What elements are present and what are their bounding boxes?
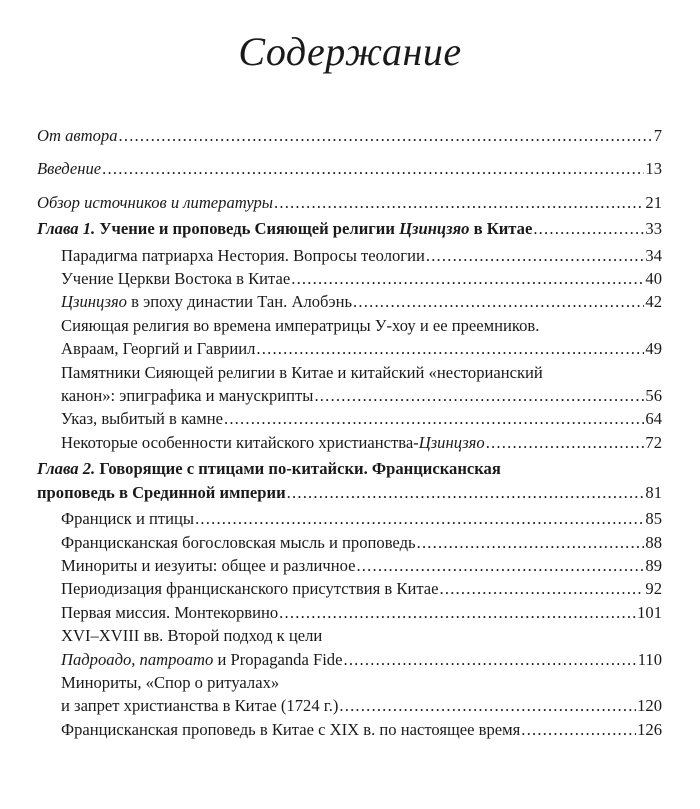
toc-entry-title: Цзинцзяо в эпоху династии Тан. Алобэнь [61, 292, 353, 312]
toc-page-number: 56 [645, 386, 662, 406]
dot-leader [343, 648, 636, 671]
dot-leader [195, 507, 644, 530]
dot-leader [353, 290, 644, 313]
dot-leader [339, 694, 636, 717]
toc-entry-title: Учение Церкви Востока в Китае [61, 269, 291, 289]
dot-leader [256, 337, 644, 360]
toc-entry-title: Францисканская богословская мысль и проповедь [61, 532, 416, 552]
dot-leader [417, 531, 645, 554]
toc-entry[interactable] [37, 507, 662, 530]
toc-page-number: 120 [637, 696, 662, 716]
dot-leader [291, 267, 644, 290]
toc-entry-title-line: Сияющая религия во времена императрицы У-хоу и ее преемников. [61, 315, 540, 335]
toc-page-number: 81 [645, 482, 662, 502]
toc-entry-title-line: Говорящие с птицами по-китайски. Францисканская [99, 459, 501, 479]
toc-entry[interactable] [37, 361, 662, 408]
dot-leader [102, 157, 644, 180]
toc-chapter-entry[interactable] [37, 457, 662, 504]
toc-entry[interactable] [37, 671, 662, 718]
toc-page-number: 64 [645, 409, 662, 429]
toc-entry-title: Падроадо, патроато и Propaganda Fide [61, 649, 343, 669]
dot-leader [287, 481, 645, 504]
toc-chapter-entry[interactable] [37, 217, 662, 240]
toc-entry[interactable] [37, 531, 662, 554]
toc-entry[interactable] [37, 191, 662, 214]
toc-entry-title: Введение [37, 159, 102, 179]
toc-entry[interactable] [37, 314, 662, 361]
toc-entry[interactable] [37, 577, 662, 600]
dot-leader [279, 601, 636, 624]
toc-entry-title: Первая миссия. Монтекорвино [61, 602, 279, 622]
toc-page-number: 21 [645, 192, 662, 212]
toc-entry-title: Францисканская проповедь в Китае с XIX в. по настоящее время [61, 719, 521, 739]
toc-entry[interactable] [37, 554, 662, 577]
dot-leader [356, 554, 644, 577]
toc-page-number: 126 [637, 719, 662, 739]
toc-page-number: 72 [645, 432, 662, 452]
toc-entry[interactable] [37, 267, 662, 290]
toc-entry-title: Обзор источников и литературы [37, 192, 274, 212]
dot-leader [521, 718, 636, 741]
dot-leader [274, 191, 644, 214]
toc-entry-title: канон»: эпиграфика и манускрипты [61, 386, 314, 406]
toc-entry[interactable] [37, 624, 662, 671]
dot-leader [314, 384, 644, 407]
toc-entry-title-line: Минориты, «Спор о ритуалах» [61, 672, 280, 692]
dot-leader [224, 407, 644, 430]
toc-page-number: 7 [653, 126, 662, 145]
toc-page-number: 89 [645, 555, 662, 575]
toc-entry-title: Авраам, Георгий и Гавриил [61, 339, 256, 359]
toc-page-number: 88 [645, 532, 662, 552]
table-of-contents [37, 124, 662, 741]
toc-entry[interactable] [37, 157, 662, 180]
toc-entry-title: От автора [37, 126, 118, 145]
toc-page-number: 13 [645, 159, 662, 179]
toc-entry[interactable] [37, 431, 662, 454]
toc-entry-title-line: XVI–XVIII вв. Второй подход к цели [61, 626, 323, 646]
toc-entry[interactable] [37, 290, 662, 313]
dot-leader [440, 577, 645, 600]
toc-page-number: 40 [645, 269, 662, 289]
toc-page-number: 49 [645, 339, 662, 359]
toc-entry-title: и запрет христианства в Китае (1724 г.) [61, 696, 339, 716]
dot-leader [119, 124, 653, 147]
toc-page-number: 33 [645, 219, 662, 239]
toc-entry-title-line: Памятники Сияющей религии в Китае и китайский «несторианский [61, 362, 543, 382]
page-title: Содержание [238, 29, 462, 74]
toc-entry-title: Парадигма патриарха Нестория. Вопросы теологии [61, 245, 425, 265]
toc-entry-title: Франциск и птицы [61, 509, 195, 529]
toc-page-number: 110 [637, 649, 662, 669]
toc-page-number: 101 [637, 602, 662, 622]
toc-entry-title: Учение и проповедь Сияющей религии Цзинцзяо в Китае [99, 219, 533, 239]
toc-entry[interactable] [37, 407, 662, 430]
dot-leader [486, 431, 645, 454]
chapter-number: Глава 1. [37, 219, 96, 239]
dot-leader [533, 217, 644, 240]
toc-page-number: 42 [645, 292, 662, 312]
toc-entry[interactable] [37, 244, 662, 267]
toc-entry-title: Указ, выбитый в камне [61, 409, 223, 429]
toc-page-number: 34 [645, 245, 662, 265]
toc-entry[interactable] [37, 601, 662, 624]
toc-entry[interactable] [37, 124, 662, 147]
chapter-number: Глава 2. [37, 459, 96, 479]
toc-entry-title: Минориты и иезуиты: общее и различное [61, 555, 356, 575]
toc-entry-title: проповедь в Срединной империи [37, 482, 286, 502]
toc-entry-title: Некоторые особенности китайского христианства-Цзинцзяо [61, 432, 485, 452]
toc-entry[interactable] [37, 718, 662, 741]
dot-leader [426, 244, 645, 267]
toc-page-number: 85 [645, 509, 662, 529]
toc-entry-title: Периодизация францисканского присутствия в Китае [61, 579, 439, 599]
toc-page-number: 92 [645, 579, 662, 599]
